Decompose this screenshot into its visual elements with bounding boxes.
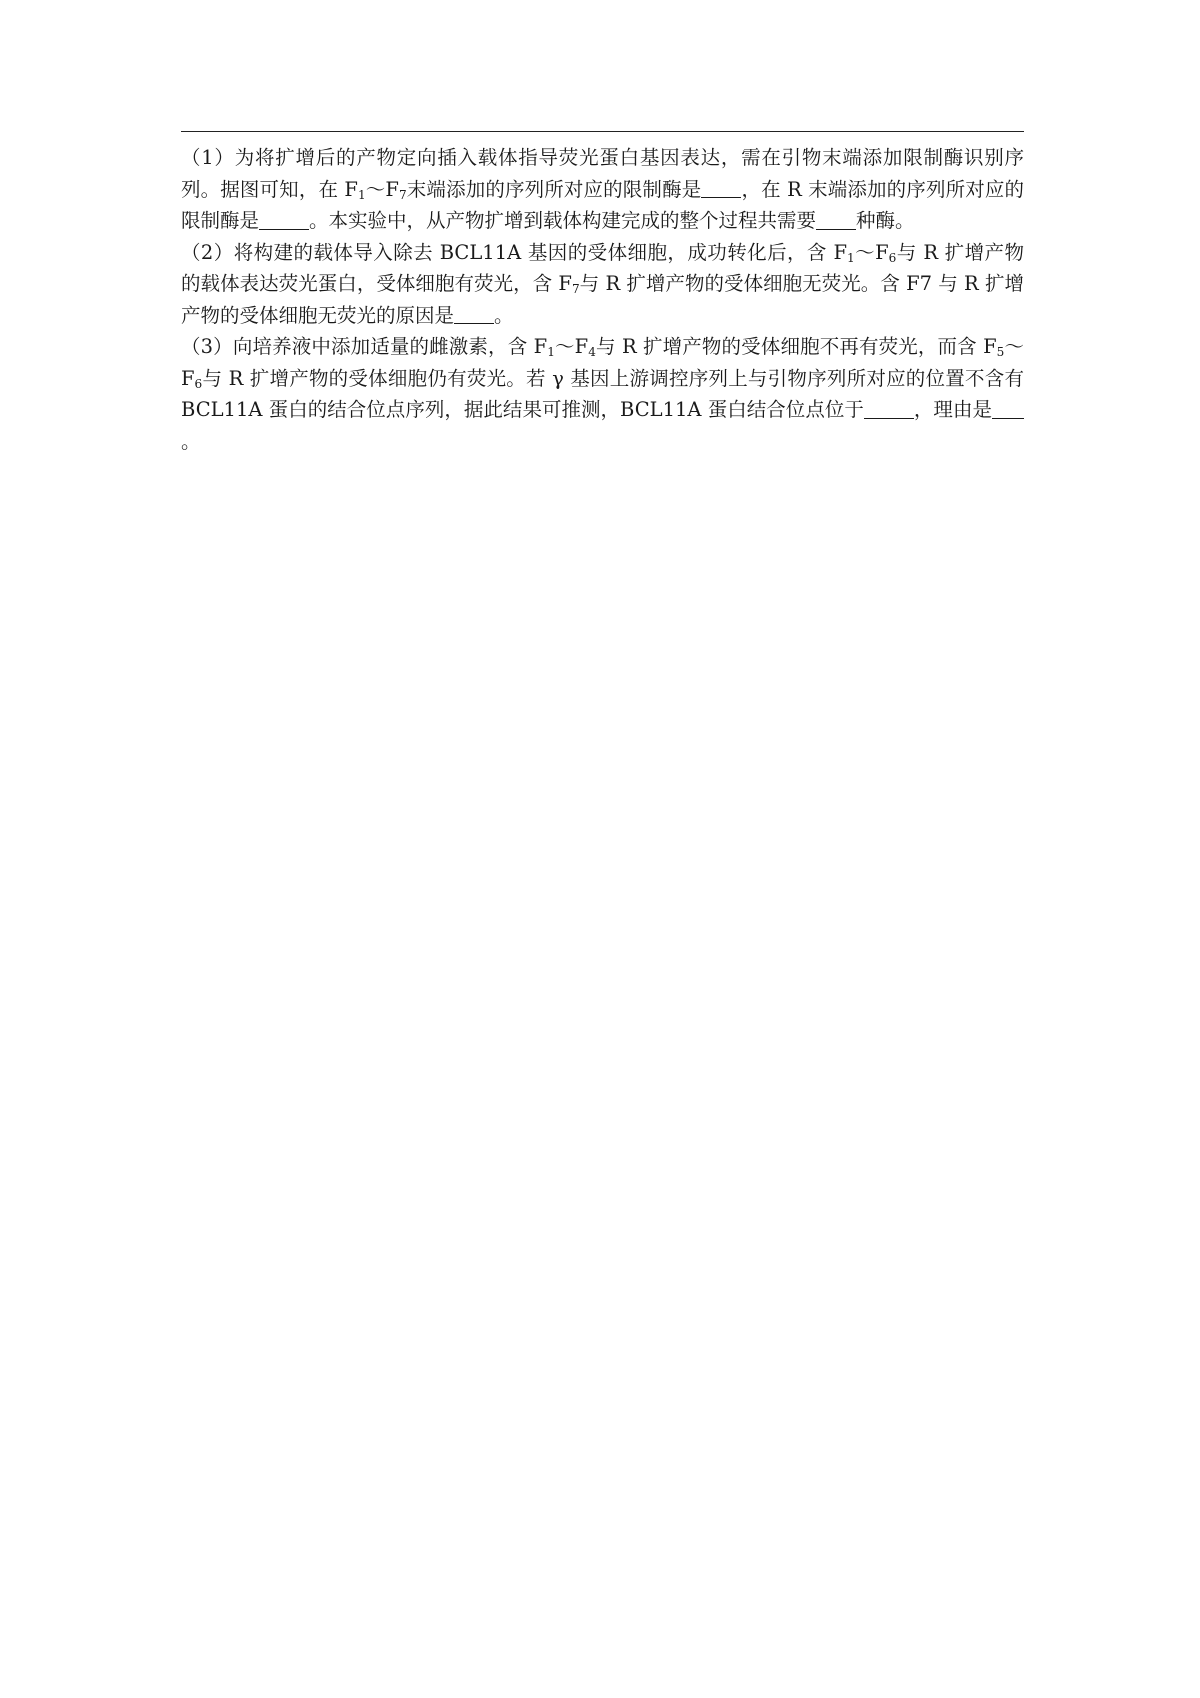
part-1-label: （1） — [181, 146, 235, 169]
answer-blank[interactable] — [701, 177, 741, 198]
question-content — [181, 142, 1024, 457]
part-2-label: （2） — [181, 240, 234, 264]
question-part-3: （3）向培养液中添加适量的雌激素，含 $F_1\sim F_4$与 R 扩增产物的受体细胞不再有荧光，而含 $F_5\sim F_6$与 R 扩增产物的受体细胞仍有荧光。若 γ 基因上游调控序列上与引物序列所对应的位置不含有 BCL11A 蛋白的结合位点序列，据此结果可推测，BCL11A 蛋白结合位点位于 ，理由是。 — [181, 335, 1024, 453]
question-part-1: （1）为将扩增后的产物定向插入载体指导荧光蛋白基因表达，需在引物末端添加限制酶识别序列。据图可知，在 $F_1\sim F_7$末端添加的序列所对应的限制酶是 ，在 R 末端添加的序列所对应的限制酶是 。本实验中，从产物扩增到载体构建完成的整个过程共需要 种酶。 — [181, 146, 1024, 232]
answer-blank[interactable] — [259, 208, 309, 229]
header-rule — [181, 131, 1024, 132]
answer-blank[interactable] — [816, 208, 856, 229]
answer-blank[interactable] — [864, 397, 914, 418]
question-part-2: （2）将构建的载体导入除去 BCL11A 基因的受体细胞，成功转化后，含 $F_1\sim F_6$与 R 扩增产物的载体表达荧光蛋白，受体细胞有荧光，含 $F_7$与 R 扩增产物的受体细胞无荧光。含 F7 与 R 扩增产物的受体细胞无荧光的原因是 。 — [181, 240, 1024, 327]
answer-blank[interactable] — [992, 397, 1024, 418]
part-3-label: （3） — [181, 335, 233, 358]
answer-blank[interactable] — [454, 303, 494, 324]
